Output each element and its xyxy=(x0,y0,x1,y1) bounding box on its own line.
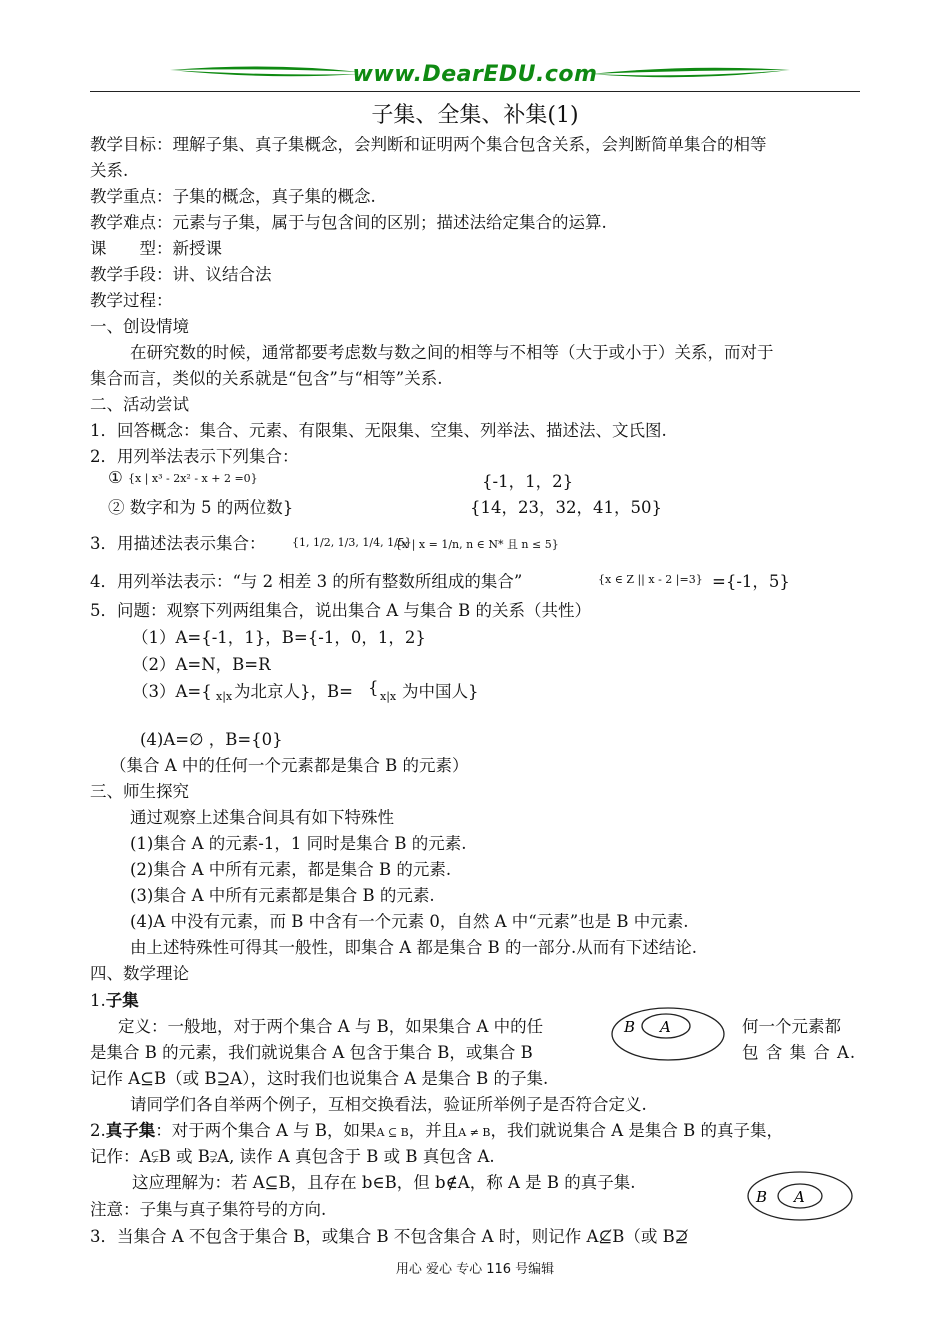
question-5-item-4: (4)A=∅ ，B={0} xyxy=(140,730,283,749)
subset-number: 1. xyxy=(90,991,106,1010)
question-2a-marker: ① xyxy=(108,468,123,487)
question-5-item-2: （2）A=N，B=R xyxy=(132,655,271,674)
section-1-para-1: 在研究数的时候，通常都要考虑数与数之间的相等与不相等（大于或小于）关系，而对于 xyxy=(130,343,774,362)
venn-inner-label: A xyxy=(660,1018,671,1036)
section-3-item-3: (3)集合 A 中所有元素都是集合 B 的元素. xyxy=(130,886,435,905)
question-5-item-3d: 为中国人} xyxy=(402,682,479,701)
question-2b-answer: {14，23，32，41，50} xyxy=(470,498,662,517)
question-5-item-3c: { xyxy=(368,678,379,697)
section-3-item-4: (4)A 中没有元素，而 B 中含有一个元素 0，自然 A 中“元素”也是 B 中元素. xyxy=(130,912,689,931)
question-5-item-3b: 为北京人}，B= xyxy=(234,682,353,701)
question-5: 5．问题：观察下列两组集合，说出集合 A 与集合 B 的关系（共性） xyxy=(90,601,592,620)
question-3-math-1: {1, 1/2, 1/3, 1/4, 1/5} xyxy=(292,536,412,549)
section-3-item-1: (1)集合 A 的元素-1，1 同时是集合 B 的元素. xyxy=(130,834,467,853)
subset-def-right-1: 何一个元素都 xyxy=(742,1017,841,1036)
question-2: 2．用列举法表示下列集合： xyxy=(90,447,299,466)
section-3-intro: 通过观察上述集合间具有如下特殊性 xyxy=(130,808,394,827)
subset-def-right-2: 包 含 集 合 A. xyxy=(742,1043,857,1062)
proper-subset-text-b: ，并且 xyxy=(408,1121,459,1140)
goal-line-2: 关系. xyxy=(90,161,129,180)
section-2-heading: 二、活动尝试 xyxy=(90,395,189,414)
section-3-item-2: (2)集合 A 中所有元素，都是集合 B 的元素. xyxy=(130,860,452,879)
venn2-outer-label: B xyxy=(756,1188,768,1206)
proper-subset-venn-diagram xyxy=(744,1168,856,1224)
proper-subset-math-1: A ⊆ B xyxy=(376,1126,409,1139)
lesson-type: 课 型：新授课 xyxy=(90,239,222,258)
note-line: 注意：子集与真子集符号的方向. xyxy=(90,1200,327,1219)
proper-subset-text-c: ，我们就说集合 A 是集合 B 的真子集， xyxy=(490,1121,784,1140)
section-1-heading: 一、创设情境 xyxy=(90,317,189,336)
site-logo-text: www.DearEDU.com xyxy=(352,62,598,87)
question-1: 1．回答概念：集合、元素、有限集、无限集、空集、列举法、描述法、文氏图. xyxy=(90,421,667,440)
subset-example: 请同学们各自举两个例子，互相交换看法，验证所举例子是否符合定义. xyxy=(130,1095,647,1114)
proper-subset-number: 2. xyxy=(90,1121,106,1140)
question-2a-math: {x | x³ - 2x² - x + 2 =0} xyxy=(128,472,258,485)
question-2a-answer: {-1，1，2} xyxy=(482,472,574,491)
question-5-item-3-var-a: x|x xyxy=(216,690,233,703)
subset-def-line-1: 定义：一般地，对于两个集合 A 与 B，如果集合 A 中的任 xyxy=(118,1017,544,1036)
question-3: 3．用描述法表示集合： xyxy=(90,534,266,553)
section-1-para-2: 集合而言，类似的关系就是“包含”与“相等”关系. xyxy=(90,369,443,388)
question-5-note: （集合 A 中的任何一个元素都是集合 B 的元素） xyxy=(110,756,469,775)
question-4: 4．用列举法表示：“与 2 相差 3 的所有整数所组成的集合” xyxy=(90,572,523,591)
proper-subset-explain: 这应理解为：若 A⊆B，且存在 b∈B，但 b∉A，称 A 是 B 的真子集. xyxy=(132,1173,636,1192)
question-3-math-2: {x | x = 1/n, n ∈ N* 且 n ≤ 5} xyxy=(395,538,559,551)
header-rule xyxy=(90,91,860,92)
not-subset-line: 3．当集合 A 不包含于集合 B，或集合 B 不包含集合 A 时，则记作 A⊈B（或 B⊉ xyxy=(90,1227,689,1246)
section-3-heading: 三、师生探究 xyxy=(90,782,189,801)
difficult-point: 教学难点：元素与子集，属于与包含间的区别；描述法给定集合的运算. xyxy=(90,213,607,232)
subset-title: 子集 xyxy=(105,991,139,1010)
teaching-method: 教学手段：讲、议结合法 xyxy=(90,265,272,284)
proper-subset-notation: 记作：A⫋B 或 B⫌A, 读作 A 真包含于 B 或 B 真包含 A. xyxy=(90,1147,495,1166)
question-4-answer: ={-1，5} xyxy=(712,572,790,591)
question-5-item-3a: （3）A={ xyxy=(132,682,212,701)
teaching-process: 教学过程： xyxy=(90,291,173,310)
subset-venn-diagram xyxy=(608,1004,728,1064)
proper-subset-math-2: A ≠ B xyxy=(458,1126,491,1139)
subset-def-line-2: 是集合 B 的元素，我们就说集合 A 包含于集合 B，或集合 B xyxy=(90,1043,533,1062)
question-4-math: {x ∈ Z || x - 2 |=3} xyxy=(598,573,703,586)
question-2b: ② 数字和为 5 的两位数} xyxy=(108,498,294,517)
proper-subset-text-a: ：对于两个集合 A 与 B，如果 xyxy=(155,1121,377,1140)
goal-line-1: 教学目标：理解子集、真子集概念，会判断和证明两个集合包含关系，会判断简单集合的相等 xyxy=(90,135,767,154)
header-banner xyxy=(90,60,860,92)
proper-subset-title: 真子集 xyxy=(105,1121,156,1140)
venn2-inner-label: A xyxy=(794,1188,805,1206)
question-5-item-3-var-b: x|x xyxy=(380,690,397,703)
section-4-heading: 四、数学理论 xyxy=(90,964,189,983)
page-title: 子集、全集、补集(1) xyxy=(371,103,579,128)
page-footer: 用心 爱心 专心 116 号编辑 xyxy=(395,1262,555,1277)
key-point: 教学重点：子集的概念，真子集的概念. xyxy=(90,187,376,206)
question-5-item-1: （1）A={-1，1}，B={-1，0，1，2} xyxy=(132,628,426,647)
venn-outer-label: B xyxy=(624,1018,636,1036)
subset-def-line-3: 记作 A⊆B（或 B⊇A），这时我们也说集合 A 是集合 B 的子集. xyxy=(90,1069,549,1088)
section-3-conclusion: 由上述特殊性可得其一般性，即集合 A 都是集合 B 的一部分.从而有下述结论. xyxy=(130,938,698,957)
